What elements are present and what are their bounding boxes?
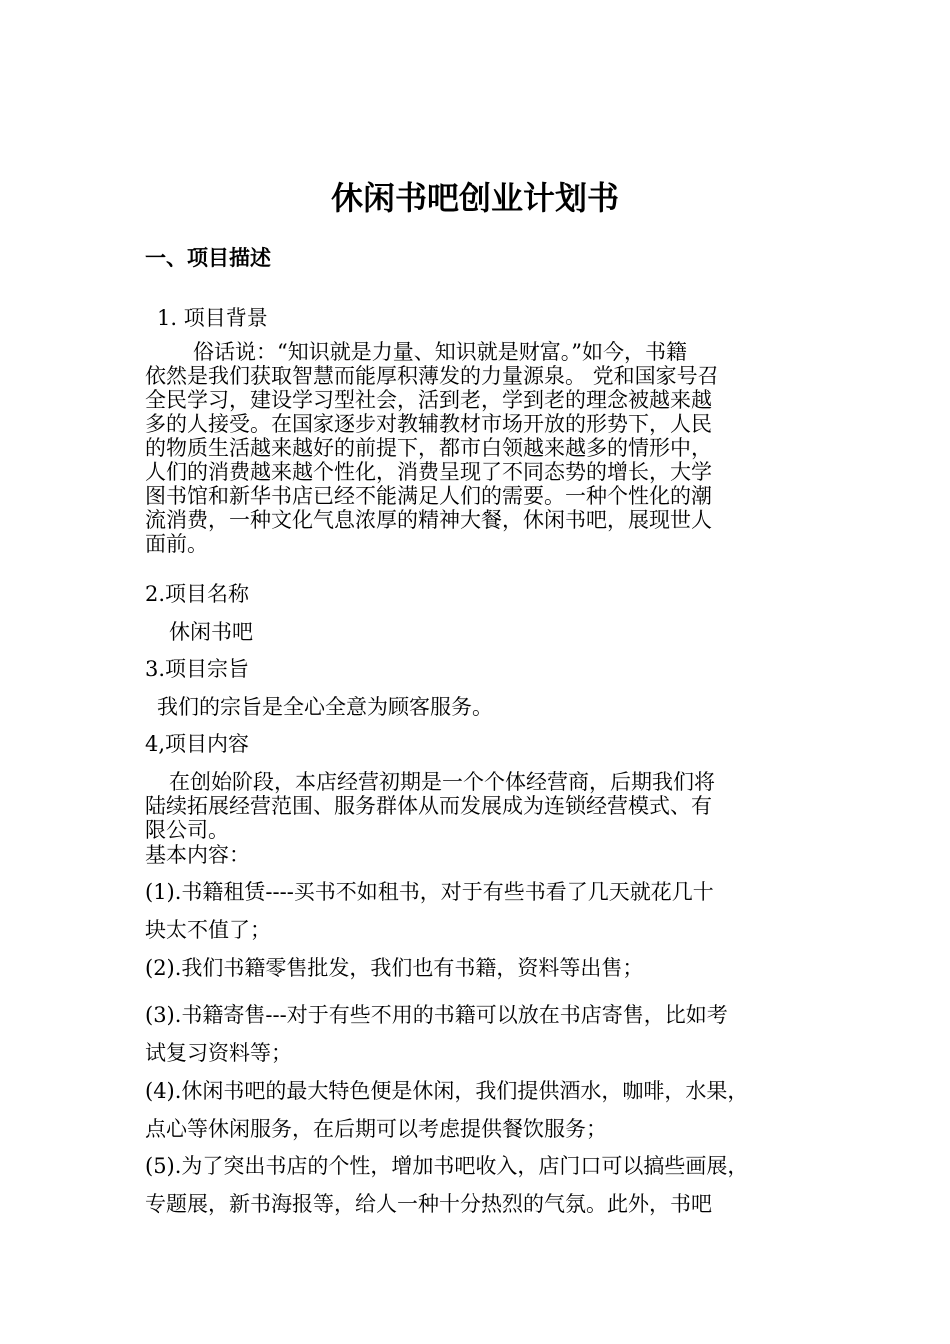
content-line: 限公司。 <box>145 818 229 842</box>
content-heading: 4,项目内容 <box>145 732 250 756</box>
section-heading: 一、项目描述 <box>145 246 271 270</box>
background-line: 的物质生活越来越好的前提下，都市白领越来越多的情形中， <box>145 436 712 460</box>
background-line: 人们的消费越来越个性化，消费呈现了不同态势的增长，大学 <box>145 460 712 484</box>
list-item-line: 点心等休闲服务，在后期可以考虑提供餐饮服务； <box>145 1117 607 1141</box>
background-line: 依然是我们获取智慧而能厚积薄发的力量源泉。 党和国家号召 <box>145 364 719 388</box>
background-line: 面前。 <box>145 532 208 556</box>
name-value: 休闲书吧 <box>169 620 253 644</box>
background-line: 全民学习，建设学习型社会，活到老，学到老的理念被越来越 <box>145 388 712 412</box>
purpose-value: 我们的宗旨是全心全意为顾客服务。 <box>157 695 493 719</box>
list-item-line: (2).我们书籍零售批发，我们也有书籍，资料等出售； <box>145 956 644 980</box>
document-title: 休闲书吧创业计划书 <box>330 179 619 217</box>
purpose-heading: 3.项目宗旨 <box>145 657 250 681</box>
list-item-line: 试复习资料等； <box>145 1041 292 1065</box>
background-line: 俗话说：“知识就是力量、知识就是财富。”如今，书籍 <box>193 340 687 364</box>
content-line: 在创始阶段，本店经营初期是一个个体经营商，后期我们将 <box>169 770 715 794</box>
list-item-line: (1).书籍租赁----买书不如租书，对于有些书看了几天就花几十 <box>145 880 714 904</box>
background-line: 多的人接受。在国家逐步对教辅教材市场开放的形势下，人民 <box>145 412 712 436</box>
list-item-line: (4).休闲书吧的最大特色便是休闲，我们提供酒水，咖啡，水果， <box>145 1079 749 1103</box>
name-heading: 2.项目名称 <box>145 582 250 606</box>
content-line: 基本内容： <box>145 843 250 867</box>
list-item-line: (5).为了突出书店的个性，增加书吧收入，店门口可以搞些画展， <box>145 1154 749 1178</box>
background-heading: 1. 项目背景 <box>157 306 268 330</box>
list-item-line: 块太不值了； <box>145 918 271 942</box>
content-line: 陆续拓展经营范围、服务群体从而发展成为连锁经营模式、有 <box>145 794 712 818</box>
list-item-line: 专题展，新书海报等，给人一种十分热烈的气氛。此外，书吧 <box>145 1192 712 1216</box>
list-item-line: (3).书籍寄售---对于有些不用的书籍可以放在书店寄售，比如考 <box>145 1003 728 1027</box>
background-line: 图书馆和新华书店已经不能满足人们的需要。一种个性化的潮 <box>145 484 712 508</box>
background-line: 流消费，一种文化气息浓厚的精神大餐，休闲书吧，展现世人 <box>145 508 712 532</box>
